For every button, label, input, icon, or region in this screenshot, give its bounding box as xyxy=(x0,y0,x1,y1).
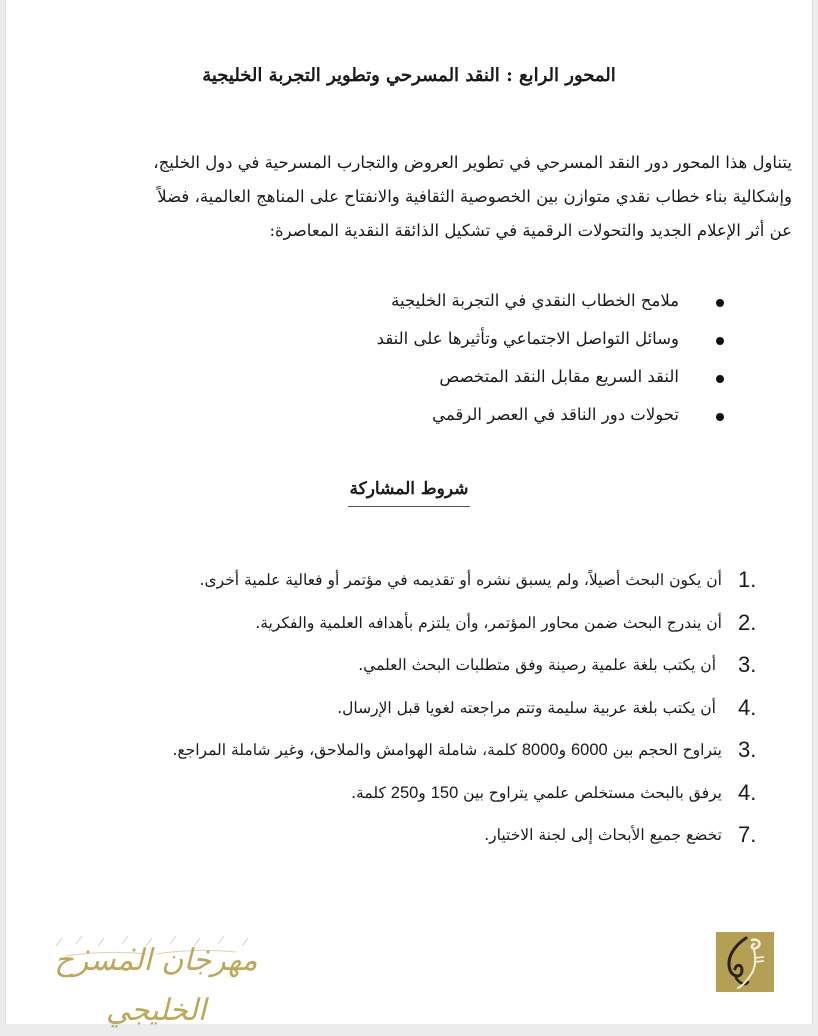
word-count-max: 8000 xyxy=(521,741,559,759)
condition-number: 3. xyxy=(738,652,757,677)
bullet-icon xyxy=(716,337,724,345)
condition-text-part: و xyxy=(558,741,571,759)
abstract-count-max: 250 xyxy=(390,783,419,802)
condition-item xyxy=(32,690,772,733)
topics-list xyxy=(284,284,724,436)
topic-item xyxy=(284,360,724,398)
page-title: المحور الرابع : النقد المسرحي وتطوير التجربة الخليجية xyxy=(202,65,616,86)
condition-number: 1. xyxy=(738,567,757,592)
conditions-list xyxy=(32,562,772,860)
emblem-mask-icon xyxy=(716,932,774,992)
bullet-icon xyxy=(716,413,724,421)
topic-text: وسائل التواصل الاجتماعي وتأثيرها على النقد xyxy=(376,329,679,348)
condition-text xyxy=(351,775,722,811)
condition-text: أن يكتب بلغة علمية رصينة وفق متطلبات البحث العلمي. xyxy=(358,656,716,674)
condition-text-part: يتراوح الحجم بين xyxy=(607,741,722,759)
condition-number: 4. xyxy=(738,779,757,805)
condition-number: 7. xyxy=(738,822,757,847)
intro-line: عن أثر الإعلام الجديد والتحولات الرقمية في تشكيل الذائقة النقدية المعاصرة: xyxy=(269,221,792,240)
condition-item xyxy=(32,817,772,860)
condition-item xyxy=(32,562,772,605)
condition-item xyxy=(32,775,772,818)
bullet-icon xyxy=(716,375,724,383)
calligraphy-text: مهرجان المسرح الخليجي xyxy=(54,943,258,1028)
conditions-heading: شروط المشاركة xyxy=(348,476,471,507)
topic-text: ملامح الخطاب النقدي في التجربة الخليجية xyxy=(391,291,679,310)
condition-text: تخضع جميع الأبحاث إلى لجنة الاختيار. xyxy=(484,826,722,844)
intro-paragraph xyxy=(48,146,792,248)
section-heading xyxy=(6,476,812,507)
condition-text-part: كلمة. xyxy=(351,783,391,802)
condition-text-part: كلمة، شاملة الهوامش والملاحق، وغير شاملة المراجع. xyxy=(172,741,522,759)
condition-text-part: يرفق بالبحث مستخلص علمي يتراوح بين xyxy=(458,783,722,802)
condition-number: 4. xyxy=(738,694,757,720)
condition-item xyxy=(32,732,772,775)
condition-text: أن يندرج البحث ضمن محاور المؤتمر، وأن يلتزم بأهدافه العلمية والفكرية. xyxy=(255,613,722,632)
condition-item xyxy=(32,647,772,690)
topic-item xyxy=(284,322,724,360)
condition-text: أن يكون البحث أصيلاً، ولم يسبق نشره أو تقديمه في مؤتمر أو فعالية علمية أخرى. xyxy=(199,571,722,589)
condition-text: أن يكتب بلغة عربية سليمة وتتم مراجعته لغويا قبل الإرسال. xyxy=(337,698,716,717)
word-count-min: 6000 xyxy=(571,741,608,759)
condition-number: 3. xyxy=(738,737,757,762)
abstract-count-min: 150 xyxy=(430,783,459,802)
topic-item xyxy=(284,284,724,322)
condition-text-part: و xyxy=(418,783,431,802)
bullet-icon xyxy=(716,299,724,307)
intro-line: يتناول هذا المحور دور النقد المسرحي في تطوير العروض والتجارب المسرحية في دول الخليج، xyxy=(153,153,792,172)
topic-item xyxy=(284,398,724,436)
topic-text: تحولات دور الناقد في العصر الرقمي xyxy=(432,405,679,424)
festival-emblem xyxy=(716,932,774,992)
festival-calligraphy-logo xyxy=(36,932,276,1028)
condition-text xyxy=(172,732,722,768)
intro-line: وإشكالية بناء خطاب نقدي متوازن بين الخصوصية الثقافية والانفتاح على المناهج العالمية، فضلاً xyxy=(157,187,792,206)
condition-number: 2. xyxy=(738,609,757,635)
condition-item xyxy=(32,605,772,648)
document-page xyxy=(5,0,813,1028)
topic-text: النقد السريع مقابل النقد المتخصص xyxy=(439,367,679,386)
